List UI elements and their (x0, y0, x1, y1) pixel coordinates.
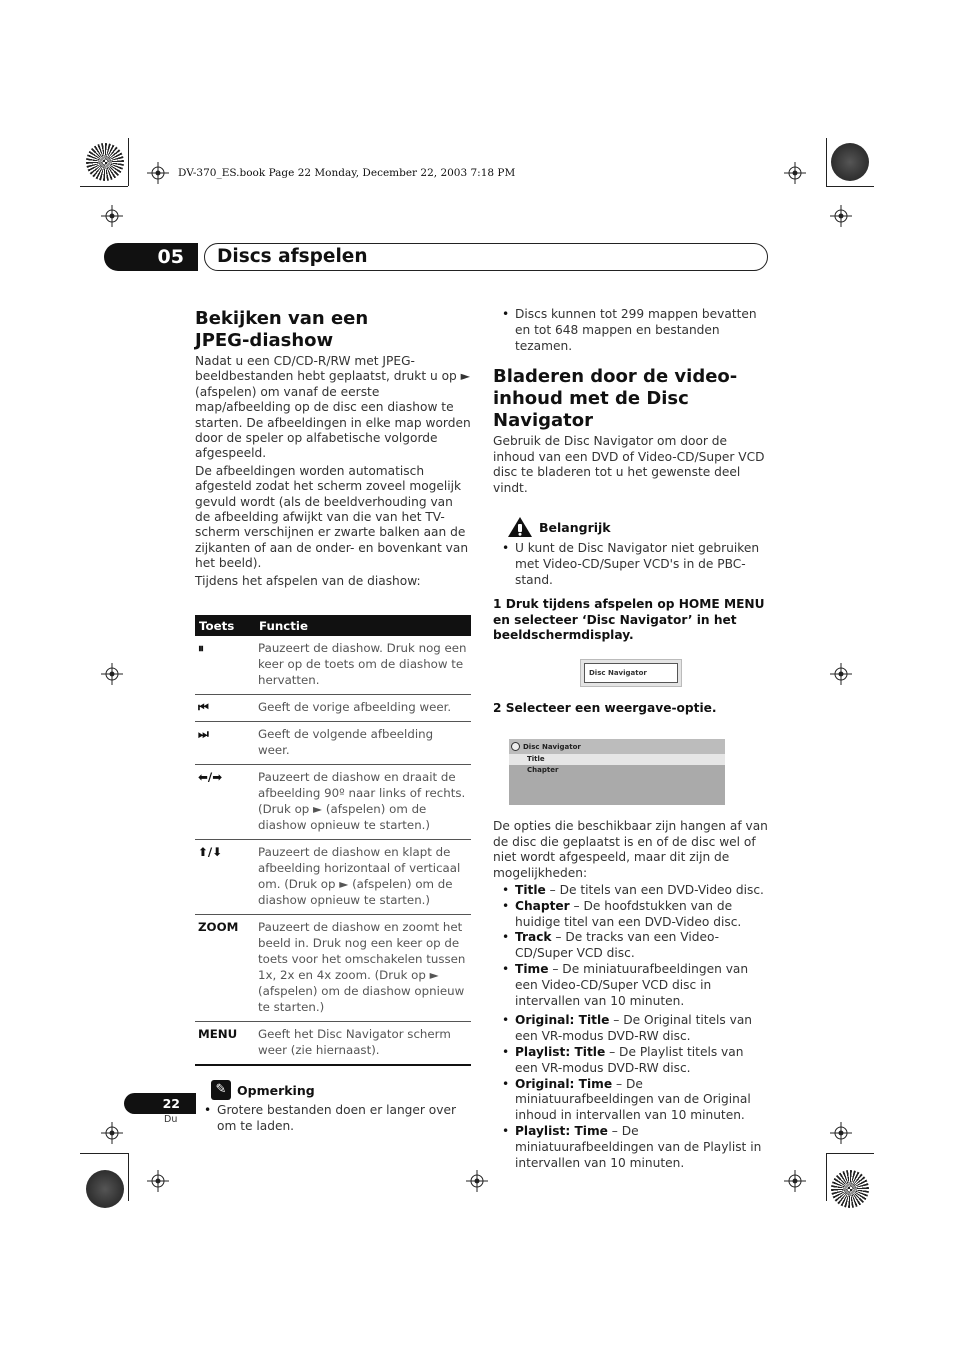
up-down-arrow-icon: ⬆/⬇ (195, 840, 255, 915)
gray-rosette-icon (831, 143, 869, 181)
registration-mark-icon (784, 1170, 806, 1192)
section-heading-jpeg: Bekijken van een JPEG-diashow (195, 308, 369, 351)
registration-mark-icon (147, 1170, 169, 1192)
list-item: • Original: Time – De miniatuurafbeeldingen van de Original inhoud in intervallen van 10 minuten. (493, 1077, 769, 1124)
pencil-note-icon: ✎ (211, 1080, 231, 1100)
pause-icon: ⏸ (195, 636, 255, 695)
options-list (493, 883, 769, 1171)
registration-mark-icon (784, 162, 806, 184)
registration-mark-icon (466, 1170, 488, 1192)
registration-mark-icon (101, 1122, 123, 1144)
table-key-zoom: ZOOM (195, 915, 255, 1022)
screen-home-menu (580, 659, 682, 687)
list-item: • Discs kunnen tot 299 mappen bevatten en tot 648 mappen en bestanden tezamen. (493, 307, 769, 354)
table-cell: Pauzeert de diashow en zoomt het beeld in. Druk nog een keer op de toets voor het omschakelen tussen 1x, 2x en 4x zoom. (Druk op ► (afspelen) om de diashow opnieuw te starten.) (255, 915, 471, 1022)
table-row (195, 765, 471, 840)
book-info-line: DV-370_ES.book Page 22 Monday, December 22, 2003 7:18 PM (178, 167, 516, 179)
registration-mark-icon (830, 205, 852, 227)
important-title: Belangrijk (539, 519, 611, 535)
chapter-title: Discs afspelen (204, 243, 768, 271)
previous-icon: ⏮ (195, 695, 255, 722)
list-item: • Chapter – De hoofdstukken van de huidige titel van een DVD-Video disc. (493, 899, 769, 931)
paragraph: De afbeeldingen worden automatisch afgesteld zodat het scherm zoveel mogelijk gevuld wordt (als de beeldverhouding van de afbeelding afwijkt van die van het TV-scherm verschijnen er zwarte balken aan de zijkanten of aan de onder- en bovenkant van het beeld). (195, 463, 469, 571)
table-row (195, 840, 471, 915)
table-header-key: Toets (195, 615, 255, 636)
right-column (493, 307, 769, 1171)
paragraph: Gebruik de Disc Navigator om door de inhoud van een DVD of Video-CD/Super VCD disc te bladeren tot u het gewenste deel vindt. (493, 434, 765, 495)
registration-mark-icon (101, 663, 123, 685)
page-number: 22 (124, 1093, 196, 1114)
registration-mark-icon (147, 162, 169, 184)
left-column (195, 308, 471, 1135)
key-function-table (195, 615, 471, 1066)
table-cell: Geeft de volgende afbeelding weer. (255, 722, 471, 765)
registration-mark-icon (830, 1122, 852, 1144)
registration-mark-icon (101, 205, 123, 227)
table-cell: Geeft het Disc Navigator scherm weer (zie hiernaast). (255, 1022, 471, 1066)
note-block (195, 1080, 471, 1135)
screen-home-menu-item: Disc Navigator (584, 663, 678, 683)
disc-icon (511, 742, 520, 751)
color-rosette-icon (86, 143, 124, 181)
screen-title: Disc Navigator (523, 742, 581, 751)
list-item: • Time – De miniatuurafbeeldingen van een Video-CD/Super VCD disc in intervallen van 10 minuten. (493, 962, 769, 1009)
list-item: • Grotere bestanden doen er langer over om te laden. (195, 1103, 471, 1135)
screen-disc-navigator (509, 739, 725, 805)
step-2: 2 Selecteer een weergave-optie. (493, 700, 717, 715)
note-title: Opmerking (237, 1082, 315, 1098)
table-row (195, 695, 471, 722)
list-item: • Track – De tracks van een Video-CD/Super VCD disc. (493, 930, 769, 962)
registration-mark-icon (830, 663, 852, 685)
table-row (195, 1022, 471, 1066)
table-row (195, 722, 471, 765)
table-row (195, 636, 471, 695)
gray-rosette-icon (86, 1170, 124, 1208)
table-header-function: Functie (255, 615, 471, 636)
section-heading-navigator: Bladeren door de video-inhoud met de Disc Navigator (493, 366, 738, 432)
list-item: • Original: Title – De Original titels van een VR-modus DVD-RW disc. (493, 1013, 769, 1045)
color-rosette-icon (831, 1170, 869, 1208)
screen-option-chapter[interactable]: Chapter (527, 766, 559, 775)
paragraph: Tijdens het afspelen van de diashow: (195, 573, 421, 588)
table-cell: Pauzeert de diashow. Druk nog een keer op de toets om de diashow te hervatten. (255, 636, 471, 695)
step-1: 1 Druk tijdens afspelen op HOME MENU en selecteer ‘Disc Navigator’ in het beeldschermdisplay. (493, 597, 765, 643)
chapter-number: 05 (104, 243, 198, 271)
paragraph: De opties die beschikbaar zijn hangen af van de disc die geplaatst is en of de disc wel of niet wordt afgespeeld, maar dit zijn de mogelijkheden: (493, 819, 768, 880)
table-cell: Pauzeert de diashow en draait de afbeelding 90º naar links of rechts. (Druk op ► (afspelen) om de diashow opnieuw te starten.) (255, 765, 471, 840)
list-item: • Playlist: Time – De miniatuurafbeeldingen van de Playlist in intervallen van 10 minuten. (493, 1124, 769, 1171)
table-key-menu: MENU (195, 1022, 255, 1066)
list-item: • U kunt de Disc Navigator niet gebruiken met Video-CD/Super VCD's in de PBC-stand. (493, 541, 769, 588)
important-block (493, 516, 769, 588)
list-item: • Playlist: Title – De Playlist titels van een VR-modus DVD-RW disc. (493, 1045, 769, 1077)
table-row (195, 915, 471, 1022)
paragraph: Nadat u een CD/CD-R/RW met JPEG-beeldbestanden hebt geplaatst, drukt u op ► (afspelen) om vanaf de eerste map/afbeelding op de disc een diashow te starten. De afbeeldingen in elke map worden door de speler op alfabetische volgorde afgespeeld. (195, 354, 471, 461)
left-right-arrow-icon: ⬅/➡ (195, 765, 255, 840)
screen-option-title[interactable]: Title (509, 754, 725, 765)
table-cell: Pauzeert de diashow en klapt de afbeelding horizontaal of verticaal om. (Druk op ► (afspelen) om de diashow opnieuw te starten.) (255, 840, 471, 915)
next-icon: ⏭ (195, 722, 255, 765)
table-cell: Geeft de vorige afbeelding weer. (255, 695, 471, 722)
list-item: • Title – De titels van een DVD-Video disc. (493, 883, 769, 899)
warning-hand-icon (507, 516, 533, 538)
language-code: Du (164, 1114, 178, 1125)
